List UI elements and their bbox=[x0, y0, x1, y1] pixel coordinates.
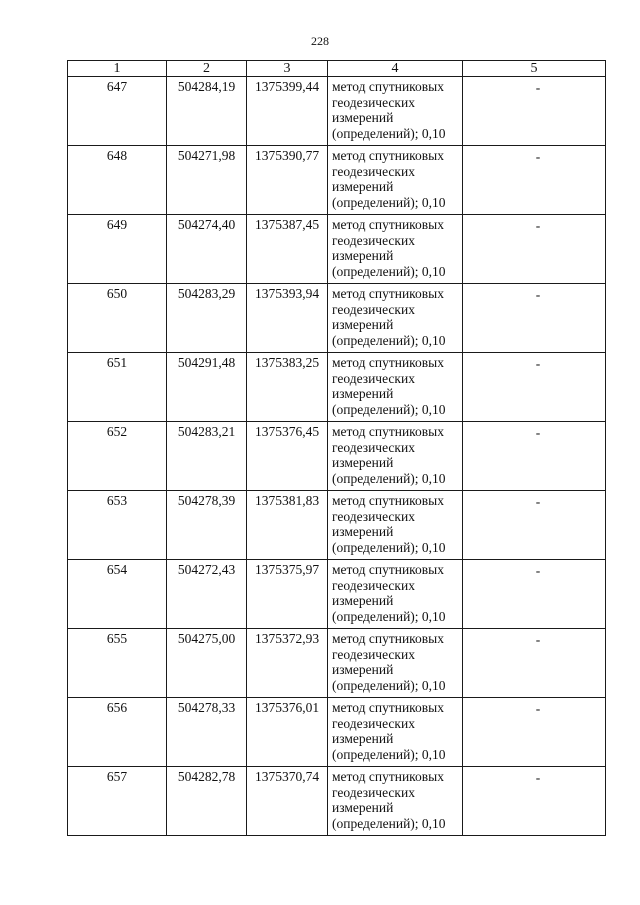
method-line: (определений); 0,10 bbox=[332, 815, 446, 831]
x-coordinate-cell: 504278,39 bbox=[167, 491, 247, 560]
method-line: (определений); 0,10 bbox=[332, 263, 446, 279]
y-coordinate-cell: 1375387,45 bbox=[247, 215, 328, 284]
method-line: геодезических bbox=[332, 784, 415, 800]
method-line: измерений bbox=[332, 731, 394, 747]
note-cell: - bbox=[463, 560, 606, 629]
table-header-row bbox=[68, 61, 606, 77]
method-line: (определений); 0,10 bbox=[332, 125, 446, 141]
method-line: (определений); 0,10 bbox=[332, 746, 446, 762]
method-line: измерений bbox=[332, 179, 394, 195]
method-line: метод спутниковых bbox=[332, 355, 444, 370]
note-cell: - bbox=[463, 767, 606, 836]
method-line: (определений); 0,10 bbox=[332, 677, 446, 693]
point-number-cell: 656 bbox=[68, 698, 167, 767]
y-coordinate-cell: 1375375,97 bbox=[247, 560, 328, 629]
x-coordinate-cell: 504275,00 bbox=[167, 629, 247, 698]
method-line: (определений); 0,10 bbox=[332, 401, 446, 417]
method-line: геодезических bbox=[332, 301, 415, 317]
method-line: метод спутниковых bbox=[332, 631, 444, 646]
method-line: метод спутниковых bbox=[332, 148, 444, 163]
y-coordinate-cell: 1375372,93 bbox=[247, 629, 328, 698]
x-coordinate-cell: 504283,21 bbox=[167, 422, 247, 491]
method-cell bbox=[328, 698, 463, 767]
note-cell: - bbox=[463, 629, 606, 698]
y-coordinate-cell: 1375390,77 bbox=[247, 146, 328, 215]
method-line: геодезических bbox=[332, 577, 415, 593]
x-coordinate-cell: 504283,29 bbox=[167, 284, 247, 353]
table-row bbox=[68, 698, 606, 767]
method-line: геодезических bbox=[332, 715, 415, 731]
method-line: метод спутниковых bbox=[332, 769, 444, 784]
y-coordinate-cell: 1375381,83 bbox=[247, 491, 328, 560]
method-line: метод спутниковых bbox=[332, 217, 444, 232]
table-row bbox=[68, 146, 606, 215]
method-cell bbox=[328, 629, 463, 698]
note-cell: - bbox=[463, 491, 606, 560]
x-coordinate-cell: 504282,78 bbox=[167, 767, 247, 836]
y-coordinate-cell: 1375399,44 bbox=[247, 77, 328, 146]
method-line: (определений); 0,10 bbox=[332, 470, 446, 486]
method-cell bbox=[328, 353, 463, 422]
note-cell: - bbox=[463, 353, 606, 422]
x-coordinate-cell: 504278,33 bbox=[167, 698, 247, 767]
y-coordinate-cell: 1375393,94 bbox=[247, 284, 328, 353]
note-cell: - bbox=[463, 422, 606, 491]
method-cell bbox=[328, 215, 463, 284]
table-row bbox=[68, 284, 606, 353]
y-coordinate-cell: 1375376,45 bbox=[247, 422, 328, 491]
note-cell: - bbox=[463, 77, 606, 146]
note-cell: - bbox=[463, 698, 606, 767]
page-number: 228 bbox=[311, 34, 329, 48]
note-cell: - bbox=[463, 146, 606, 215]
point-number-cell: 657 bbox=[68, 767, 167, 836]
table-row bbox=[68, 215, 606, 284]
coordinates-table bbox=[67, 60, 606, 836]
method-line: геодезических bbox=[332, 94, 415, 110]
y-coordinate-cell: 1375383,25 bbox=[247, 353, 328, 422]
method-line: геодезических bbox=[332, 646, 415, 662]
y-coordinate-cell: 1375370,74 bbox=[247, 767, 328, 836]
method-line: метод спутниковых bbox=[332, 424, 444, 439]
method-line: метод спутниковых bbox=[332, 79, 444, 94]
note-cell: - bbox=[463, 215, 606, 284]
table-body bbox=[68, 77, 606, 836]
table-row bbox=[68, 422, 606, 491]
method-line: (определений); 0,10 bbox=[332, 608, 446, 624]
table-row bbox=[68, 491, 606, 560]
method-line: измерений bbox=[332, 110, 394, 126]
method-line: метод спутниковых bbox=[332, 286, 444, 301]
point-number-cell: 647 bbox=[68, 77, 167, 146]
method-line: измерений bbox=[332, 386, 394, 402]
table-row bbox=[68, 77, 606, 146]
method-line: измерений bbox=[332, 317, 394, 333]
point-number-cell: 650 bbox=[68, 284, 167, 353]
column-header-2: 2 bbox=[167, 61, 247, 77]
column-header-3: 3 bbox=[247, 61, 328, 77]
table-row bbox=[68, 767, 606, 836]
table-row bbox=[68, 560, 606, 629]
method-cell bbox=[328, 767, 463, 836]
method-line: (определений); 0,10 bbox=[332, 194, 446, 210]
method-cell bbox=[328, 491, 463, 560]
method-line: измерений bbox=[332, 455, 394, 471]
method-line: геодезических bbox=[332, 163, 415, 179]
method-line: геодезических bbox=[332, 439, 415, 455]
x-coordinate-cell: 504272,43 bbox=[167, 560, 247, 629]
method-cell bbox=[328, 77, 463, 146]
point-number-cell: 652 bbox=[68, 422, 167, 491]
column-header-1: 1 bbox=[68, 61, 167, 77]
note-cell: - bbox=[463, 284, 606, 353]
point-number-cell: 648 bbox=[68, 146, 167, 215]
method-line: измерений bbox=[332, 248, 394, 264]
point-number-cell: 653 bbox=[68, 491, 167, 560]
method-cell bbox=[328, 560, 463, 629]
x-coordinate-cell: 504291,48 bbox=[167, 353, 247, 422]
method-cell bbox=[328, 284, 463, 353]
column-header-5: 5 bbox=[463, 61, 606, 77]
point-number-cell: 654 bbox=[68, 560, 167, 629]
point-number-cell: 649 bbox=[68, 215, 167, 284]
method-line: измерений bbox=[332, 662, 394, 678]
method-line: (определений); 0,10 bbox=[332, 539, 446, 555]
method-line: измерений bbox=[332, 593, 394, 609]
method-cell bbox=[328, 422, 463, 491]
method-cell bbox=[328, 146, 463, 215]
column-header-4: 4 bbox=[328, 61, 463, 77]
table-row bbox=[68, 353, 606, 422]
point-number-cell: 655 bbox=[68, 629, 167, 698]
method-line: (определений); 0,10 bbox=[332, 332, 446, 348]
method-line: измерений bbox=[332, 524, 394, 540]
y-coordinate-cell: 1375376,01 bbox=[247, 698, 328, 767]
method-line: метод спутниковых bbox=[332, 562, 444, 577]
method-line: геодезических bbox=[332, 508, 415, 524]
point-number-cell: 651 bbox=[68, 353, 167, 422]
x-coordinate-cell: 504271,98 bbox=[167, 146, 247, 215]
method-line: измерений bbox=[332, 800, 394, 816]
method-line: метод спутниковых bbox=[332, 700, 444, 715]
x-coordinate-cell: 504284,19 bbox=[167, 77, 247, 146]
method-line: геодезических bbox=[332, 232, 415, 248]
x-coordinate-cell: 504274,40 bbox=[167, 215, 247, 284]
method-line: метод спутниковых bbox=[332, 493, 444, 508]
method-line: геодезических bbox=[332, 370, 415, 386]
table-row bbox=[68, 629, 606, 698]
